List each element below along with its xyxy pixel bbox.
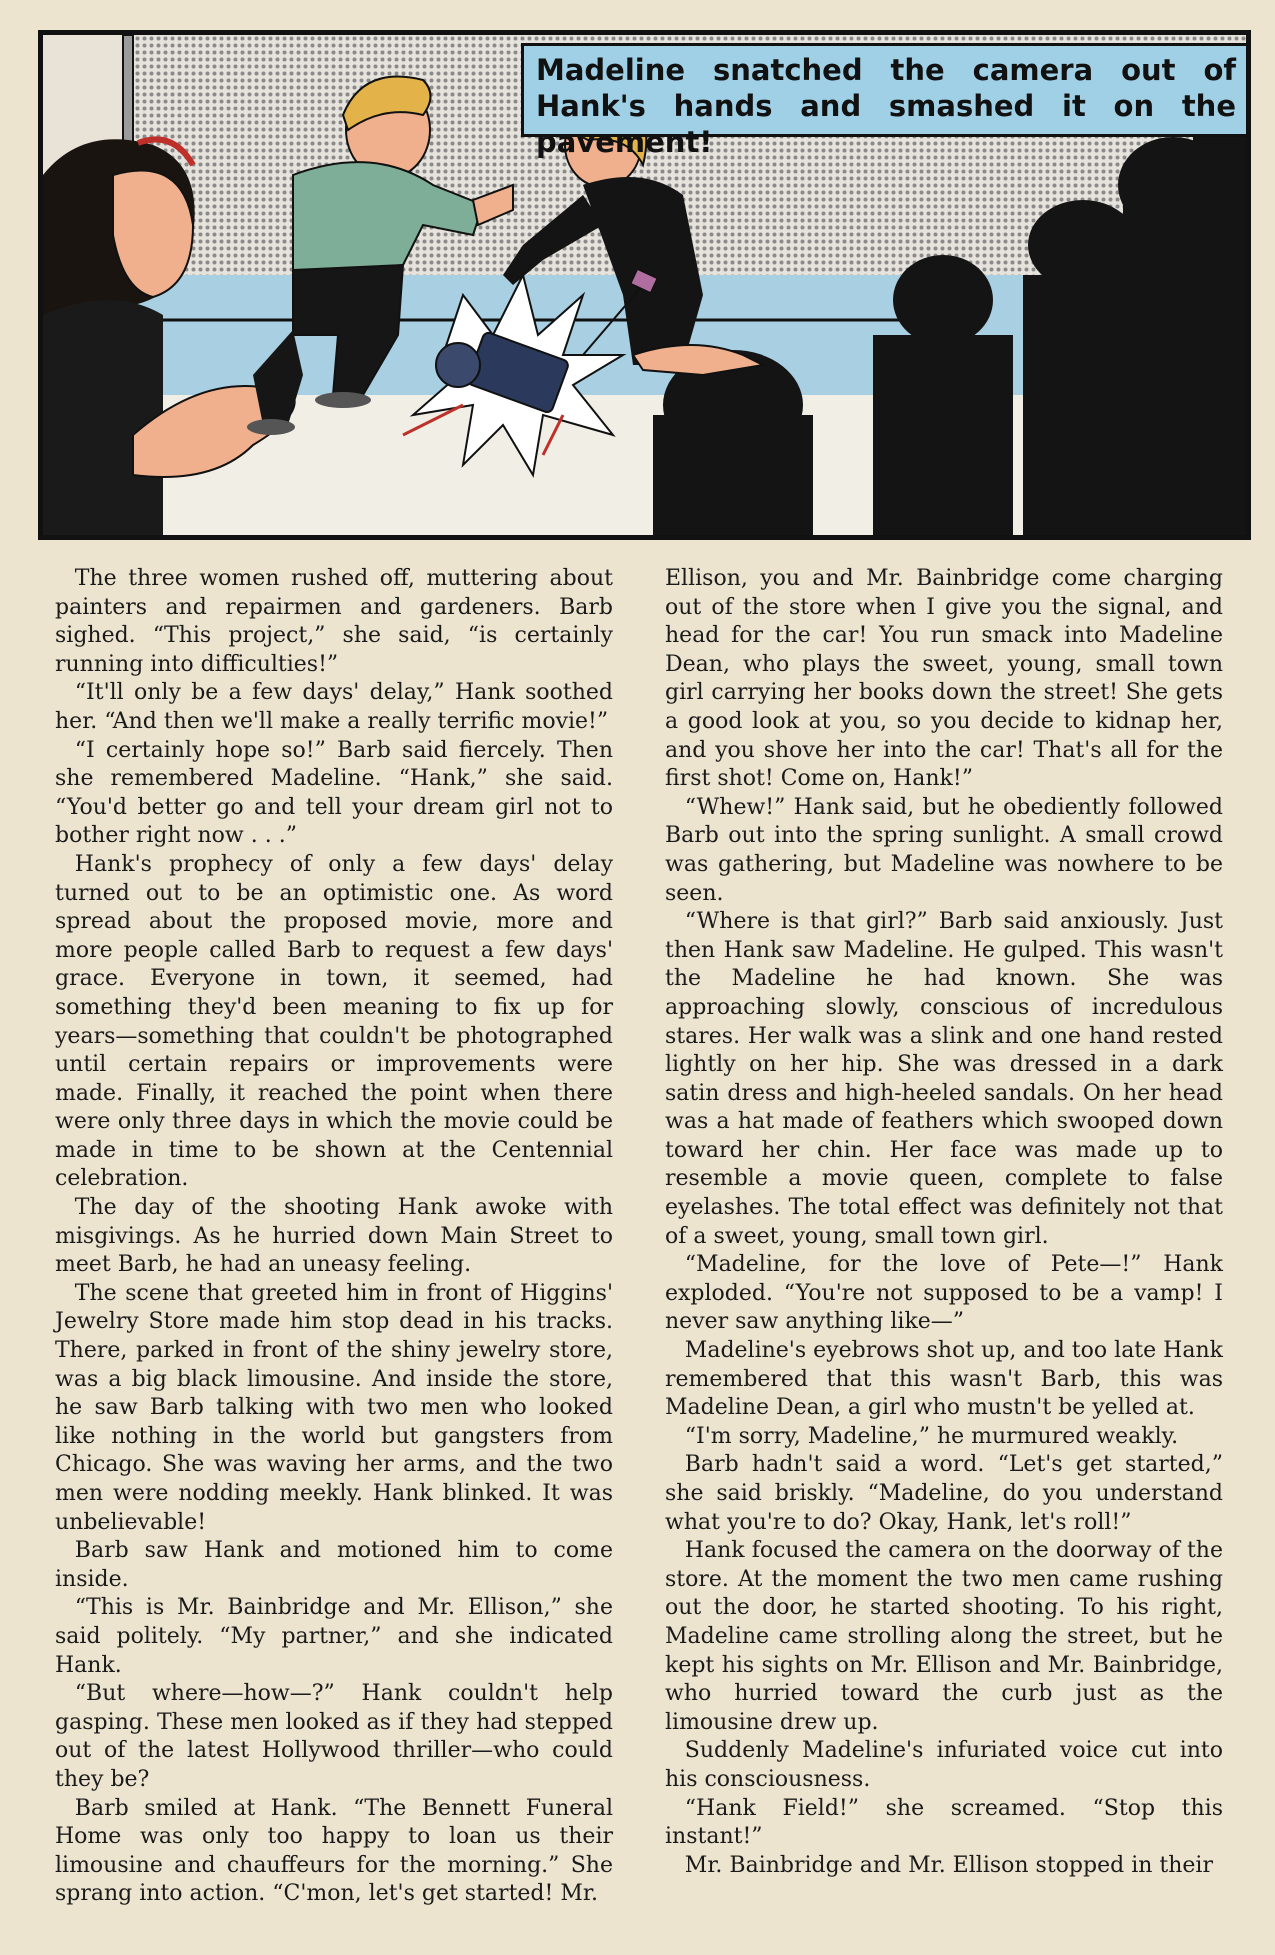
paragraph: Barb saw Hank and motioned him to come inside.	[55, 1538, 613, 1592]
paragraph: “Hank Field!” she screamed. “Stop this instant!”	[665, 1795, 1223, 1850]
paragraph: The scene that greeted him in front of Higgins' Jewelry Store made him stop dead in his tracks. There, parked in front of the shiny jewelry store, was a big black limousine. And inside the store, he saw Barb talking with two men who looked like nothing in the world but gangsters from Chicago. She was waving her arms, and the two men were nodding meekly. Hank blinked. It was unbelievable!	[55, 1280, 613, 1535]
comic-panel	[38, 30, 1251, 540]
story-column-right	[665, 565, 1223, 1880]
paragraph: Barb smiled at Hank. “The Bennett Funeral Home was only too happy to loan us their limousine and chauffeurs for the morning.” She sprang into action. “C'mon, let's get started! Mr.	[55, 1795, 613, 1907]
paragraph: “This is Mr. Bainbridge and Mr. Ellison,” she said politely. “My partner,” and she indicated Hank.	[55, 1595, 613, 1678]
paragraph-continuation: Ellison, you and Mr. Bainbridge come charging out of the store when I give you the signal, and head for the car! You run smack into Madeline Dean, who plays the sweet, young, small town girl carrying her books down the street! She gets a good look at you, so you decide to kidnap her, and you shove her into the car! That's all for the first shot! Come on, Hank!”	[665, 566, 1223, 792]
paragraph: Suddenly Madeline's infuriated voice cut into his consciousness.	[665, 1738, 1223, 1792]
paragraph: “I'm sorry, Madeline,” he murmured weakly.	[684, 1423, 1179, 1449]
paragraph: The three women rushed off, muttering about painters and repairmen and gardeners. Barb sighed. “This project,” she said, “is certainly running into difficulties!”	[55, 566, 613, 677]
paragraph: “Madeline, for the love of Pete—!” Hank exploded. “You're not supposed to be a vamp! I never saw anything like—”	[665, 1252, 1223, 1335]
paragraph: “Where is that girl?” Barb said anxiously. Just then Hank saw Madeline. He gulped. This wasn't the Madeline he had known. She was approaching slowly, conscious of incredulous stares. Her walk was a slink and one hand rested lightly on her hip. She was dressed in a dark satin dress and high-heeled sandals. On her head was a hat made of feathers which swooped down toward her chin. Her face was made up to resemble a movie queen, complete to false eyelashes. The total effect was definitely not that of a sweet, young, small town girl.	[665, 909, 1223, 1249]
panel-caption: Madeline snatched the camera out of Hank's hands and smashed it on the pavement!	[521, 43, 1249, 137]
paragraph: Hank focused the camera on the doorway of the store. At the moment the two men came rushing out the door, he started shooting. To his right, Madeline came strolling along the street, but he kept his sights on Mr. Ellison and Mr. Bainbridge, who hurried toward the curb just as the limousine drew up.	[665, 1538, 1223, 1735]
paragraph: Madeline's eyebrows shot up, and too late Hank remembered that this wasn't Barb, this was Madeline Dean, a girl who mustn't be yelled at.	[665, 1338, 1223, 1421]
paragraph: “Whew!” Hank said, but he obediently followed Barb out into the spring sunlight. A small crowd was gathering, but Madeline was nowhere to be seen.	[665, 794, 1223, 906]
paragraph: “But where—how—?” Hank couldn't help gasping. These men looked as if they had stepped out of the latest Hollywood thriller—who could they be?	[55, 1681, 613, 1792]
paragraph: The day of the shooting Hank awoke with misgivings. As he hurried down Main Street to meet Barb, he had an uneasy feeling.	[55, 1195, 613, 1278]
story-column-left	[55, 565, 613, 1909]
paragraph: Hank's prophecy of only a few days' delay turned out to be an optimistic one. As word spread about the proposed movie, more and more people called Barb to request a few days' grace. Everyone in town, it seemed, had something they'd been meaning to fix up for years—something that couldn't be photographed until certain repairs or improvements were made. Finally, it reached the point when there were only three days in which the movie could be made in time to be shown at the Centennial celebration.	[55, 851, 613, 1192]
paragraph: “It'll only be a few days' delay,” Hank soothed her. “And then we'll make a really terrific movie!”	[55, 680, 613, 734]
paragraph: “I certainly hope so!” Barb said fiercely. Then she remembered Madeline. “Hank,” she said. “You'd better go and tell your dream girl not to bother right now . . .”	[55, 737, 613, 849]
paragraph: Barb hadn't said a word. “Let's get started,” she said briskly. “Madeline, do you understand what you're to do? Okay, Hank, let's roll!”	[665, 1452, 1223, 1535]
paragraph: Mr. Bainbridge and Mr. Ellison stopped in their	[684, 1852, 1213, 1878]
